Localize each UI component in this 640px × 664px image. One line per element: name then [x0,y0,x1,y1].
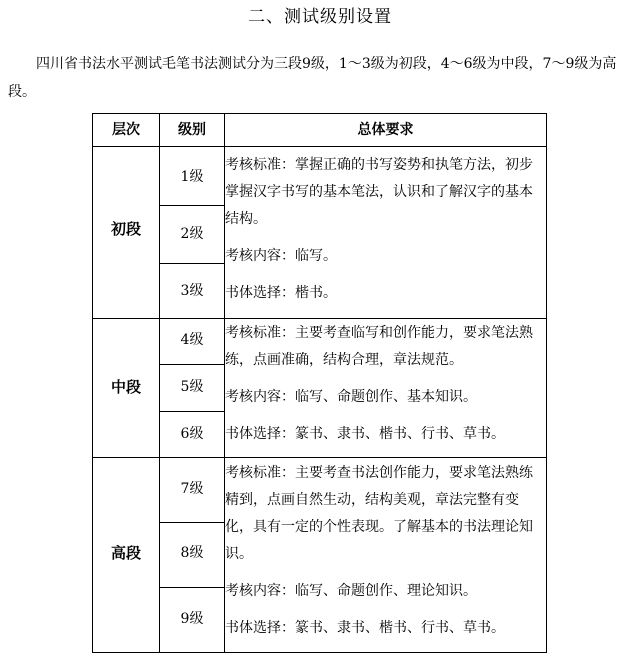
tier-label: 高段 [110,544,141,562]
assessment-standard: 考核标准：掌握正确的书写姿势和执笔方法，初步掌握汉字书写的基本笔法，认识和了解汉字的基本结构。 [225,157,533,227]
row-divider [93,457,546,458]
intro-paragraph: 四川省书法水平测试毛笔书法测试分为三段9级，1～3级为初段，4～6级为中段，7～9级为高段。 [8,56,617,100]
assessment-content: 考核内容：临写、命题创作、基本知识。 [225,389,477,405]
header-tier: 层次 [112,122,140,138]
level-label: 5级 [180,379,204,395]
level-divider [159,522,225,523]
level-table [92,113,547,653]
header-level: 级别 [178,122,206,138]
assessment-standard: 考核标准：主要考查临写和创作能力，要求笔法熟练，点画准确，结构合理，章法规范。 [225,325,533,368]
row-divider [93,146,546,147]
level-divider [159,263,225,264]
requirements-cell [225,320,545,448]
requirements-cell [225,460,545,642]
assessment-content: 考核内容：临写、命题创作、理论知识。 [225,583,477,599]
level-divider [159,364,225,365]
level-divider [159,205,225,206]
level-label: 7级 [180,481,204,497]
requirements-cell [225,152,545,307]
level-label: 6级 [180,426,204,442]
level-label: 1级 [180,169,204,185]
level-divider [159,411,225,412]
level-divider [159,587,225,588]
assessment-standard: 考核标准：主要考查书法创作能力，要求笔法熟练精到，点画自然生动，结构美观，章法完整有变化，具有一定的个性表现。了解基本的书法理论知识。 [225,465,533,562]
tier-label: 初段 [110,220,141,238]
section-heading: 二、测试级别设置 [248,7,392,27]
header-requirements: 总体要求 [357,122,414,138]
level-label: 3级 [180,283,204,299]
level-label: 9级 [180,611,204,627]
level-label: 8级 [180,545,204,561]
script-selection: 书体选择：篆书、隶书、楷书、行书、草书。 [225,620,505,636]
script-selection: 书体选择：篆书、隶书、楷书、行书、草书。 [225,426,505,442]
script-selection: 书体选择：楷书。 [225,285,337,301]
row-divider [93,318,546,319]
level-label: 4级 [180,332,204,348]
level-label: 2级 [180,226,204,242]
tier-label: 中段 [110,378,141,396]
assessment-content: 考核内容：临写。 [225,248,337,264]
